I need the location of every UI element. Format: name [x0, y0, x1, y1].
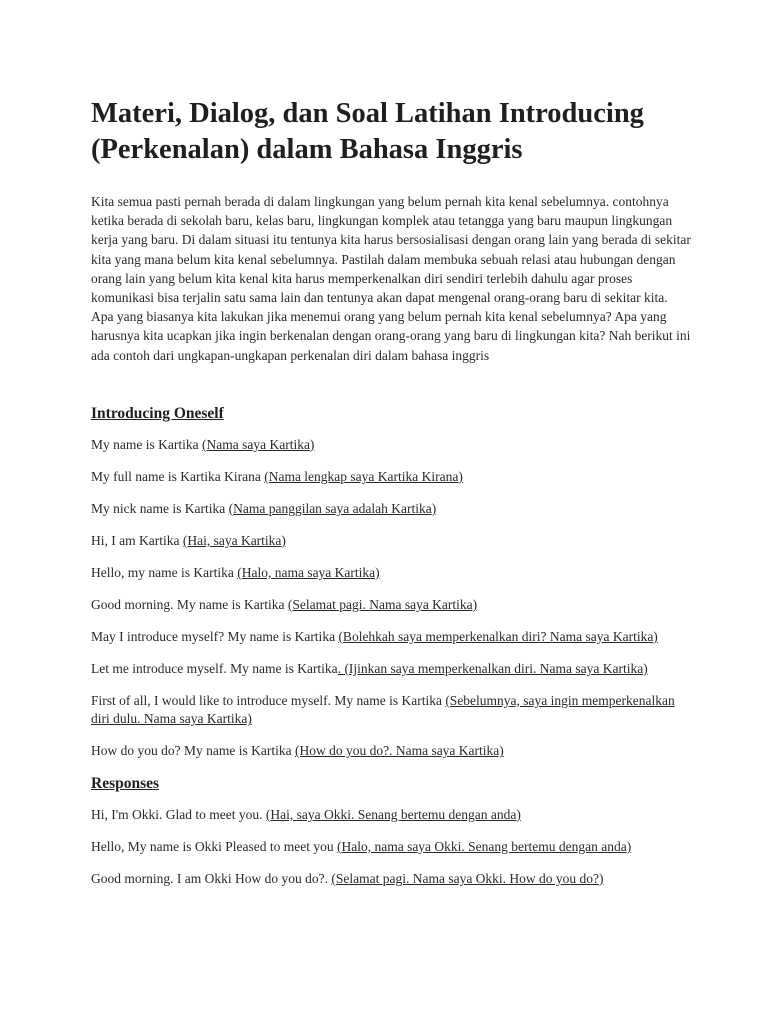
document-page	[91, 96, 691, 902]
list-item	[91, 742, 691, 761]
translation: (Nama saya Kartika)	[201, 436, 315, 452]
intro-paragraph: Kita semua pasti pernah berada di dalam lingkungan yang belum pernah kita kenal sebelumnya. contohnya ketika berada di sekolah baru, kelas baru, lingkungan komplek atau tetangga yang baru maupun lingkungan kerja yang baru. Di dalam situasi itu tentunya kita harus bersosialisasi dengan orang lain yang berada di sekitar kita yang mana belum kita kenal sebelumnya. Pastilah dalam membuka sebuah relasi atau hubungan dengan orang lain yang belum kita kenal kita harus memperkenalkan diri sendiri terlebih dahulu agar proses komunikasi bisa terjalin satu sama lain dan tentunya akan dapat mengenal orang-orang baru di sekitar kita. Apa yang biasanya kita lakukan jika menemui orang yang belum pernah kita kenal sebelumnya? Apa yang harusnya kita ucapkan jika ingin berkenalan dengan orang-orang yang baru di lingkungan kita? Nah berikut ini ada contoh dari ungkapan-ungkapan perkenalan diri dalam bahasa inggris	[91, 194, 691, 363]
english-phrase: My name is Kartika	[91, 436, 202, 452]
translation: (Selamat pagi. Nama saya Okki. How do you do?)	[331, 870, 604, 886]
english-phrase: May I introduce myself? My name is Kartika	[91, 628, 339, 644]
list-item	[91, 436, 691, 455]
list-item	[91, 660, 691, 679]
list-item	[91, 564, 691, 583]
english-phrase: Good morning. My name is Kartika	[91, 596, 288, 612]
translation: (How do you do?. Nama saya Kartika)	[294, 743, 504, 759]
translation: (Halo, nama saya Okki. Senang bertemu dengan anda)	[336, 838, 632, 854]
english-phrase: My full name is Kartika Kirana	[91, 468, 265, 484]
document-title: Materi, Dialog, dan Soal Latihan Introducing (Perkenalan) dalam Bahasa Inggris	[91, 98, 644, 165]
translation: (Selamat pagi. Nama saya Kartika)	[287, 596, 478, 612]
english-phrase: Let me introduce myself. My name is Kartika	[91, 660, 338, 676]
list-item	[91, 532, 691, 551]
translation: (Hai, saya Okki. Senang bertemu dengan anda)	[265, 806, 521, 822]
english-phrase: How do you do? My name is Kartika	[91, 743, 295, 759]
english-phrase: Hi, I am Kartika	[91, 532, 183, 548]
section-heading-responses: Responses	[91, 774, 160, 792]
translation: . (Ijinkan saya memperkenalkan diri. Nama saya Kartika)	[337, 660, 648, 676]
english-phrase: Good morning. I am Okki How do you do?.	[91, 870, 332, 886]
list-item	[91, 468, 691, 487]
list-item	[91, 870, 691, 889]
list-item	[91, 596, 691, 615]
english-phrase: Hi, I'm Okki. Glad to meet you.	[91, 806, 266, 822]
introducing-list	[91, 436, 691, 761]
section-heading-introducing: Introducing Oneself	[91, 404, 224, 422]
english-phrase: First of all, I would like to introduce myself. My name is Kartika	[91, 692, 446, 708]
list-item	[91, 628, 691, 647]
list-item	[91, 692, 691, 729]
english-phrase: Hello, My name is Okki Pleased to meet you	[91, 838, 337, 854]
translation: (Bolehkah saya memperkenalkan diri? Nama saya Kartika)	[338, 628, 658, 644]
translation: (Halo, nama saya Kartika)	[237, 564, 380, 580]
translation: (Sebelumnya, saya ingin memperkenalkan diri dulu. Nama saya Kartika)	[91, 692, 675, 727]
translation: (Nama lengkap saya Kartika Kirana)	[264, 468, 463, 484]
translation: (Hai, saya Kartika)	[182, 532, 286, 548]
english-phrase: Hello, my name is Kartika	[91, 564, 238, 580]
translation: (Nama panggilan saya adalah Kartika)	[228, 500, 437, 516]
list-item	[91, 838, 691, 857]
list-item	[91, 500, 691, 519]
list-item	[91, 806, 691, 825]
responses-list	[91, 806, 691, 889]
english-phrase: My nick name is Kartika	[91, 500, 229, 516]
